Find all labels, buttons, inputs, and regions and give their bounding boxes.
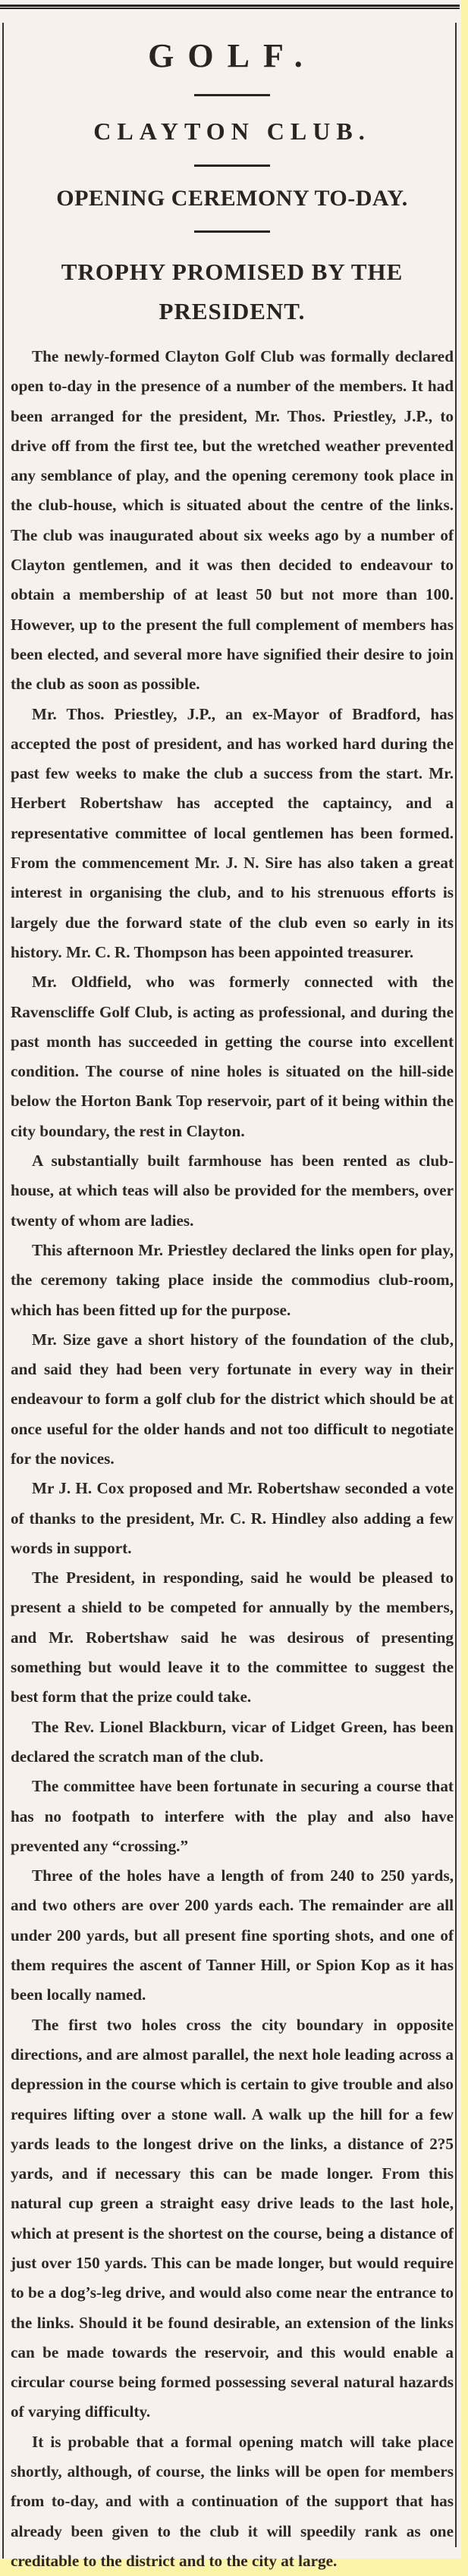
paragraph: The newly-formed Clayton Golf Club was formally declared open to-day in the presence of a number of the members. It had been arranged for the president, Mr. Thos. Priestley, J.P., to drive off from the first tee, but the wretched weather prevented any semblance of play, and the opening ceremony took place in the club-house, which is situated about the centre of the links. The club was inaugurated about six weeks ago by a number of Clayton gentlemen, and it was then decided to endeavour to obtain a membership of at least 50 but not more than 100. However, up to the present the full complement of members has been elected, and several more have signified their desire to join the club as soon as possible.	[11, 347, 454, 694]
paragraph: Mr. Thos. Priestley, J.P., an ex-Mayor of Bradford, has accepted the post of president, and has worked hard during the past few weeks to make the club a success from the start. Mr. Herbert Robertshaw has accepted the captaincy, and a representative committee of local gentlemen has been formed. From the commencement Mr. J. N. Sire has also taken a great interest in organising the club, and to his strenuous efforts is largely due the forward state of the club even so early in its history. Mr. C. R. Thompson has been appointed treasurer.	[11, 704, 454, 961]
paragraph: The President, in responding, said he would be pleased to present a shield to be competed for annually by the members, and Mr. Robertshaw said he was desirous of presenting something but would leave it to the committee to suggest the best form that the prize could take.	[11, 1568, 454, 1706]
paragraph: Three of the holes have a length of from 240 to 250 yards, and two others are over 200 yards each. The remainder are all under 200 yards, but all present fine sporting shots, and one of them requires the ascent of Tanner Hill, or Spion Kop as it has been locally named.	[11, 1866, 454, 2004]
paragraph: This afternoon Mr. Priestley declared the links open for play, the ceremony taking place inside the commodius club-room, which has been fitted up for the purpose.	[11, 1240, 454, 1319]
article	[11, 23, 454, 2576]
paragraph: The Rev. Lionel Blackburn, vicar of Lidget Green, has been declared the scratch man of the club.	[11, 1717, 454, 1766]
column-rule-left	[2, 23, 4, 2559]
article-body	[11, 342, 454, 2576]
club-heading: CLAYTON CLUB.	[93, 118, 371, 145]
column-rule-right	[455, 23, 457, 2547]
divider	[194, 94, 270, 96]
divider	[194, 165, 270, 167]
paragraph: The first two holes cross the city boundary in opposite directions, and are almost parallel, the next hole leading across a depression in the course which is certain to give trouble and also requires lifting over a stone wall. A walk up the hill for a few yards leads to the longest drive on the links, a distance of 2?5 yards, and if necessary this can be made longer. From this natural cup green a straight easy drive leads to the last hole, which at present is the shortest on the course, being a distance of just over 150 yards. This can be made longer, but would require to be a dog’s-leg drive, and would also come near the entrance to the links. Should it be found desirable, an extension of the links can be made towards the reservoir, and this would enable a circular course being formed possessing several natural hazards of varying difficulty.	[11, 2015, 454, 2421]
divider	[194, 230, 270, 233]
paragraph: Mr J. H. Cox proposed and Mr. Robertshaw seconded a vote of thanks to the president, Mr. C. R. Hindley also adding a few words in support.	[11, 1479, 454, 1557]
paragraph: The committee have been fortunate in securing a course that has no footpath to interfere with the play and also have prevented any “crossing.”	[11, 1777, 454, 1855]
paragraph: Mr. Size gave a short history of the foundation of the club, and said they had been very fortunate in every way in their endeavour to form a golf club for the district which should be at once useful for the older hands and not too difficult to negotiate for the novices.	[11, 1330, 454, 1468]
section-heading: GOLF.	[148, 37, 316, 74]
paragraph: A substantially built farmhouse has been rented as club-house, at which teas will also be provided for the members, over twenty of whom are ladies.	[11, 1152, 454, 1230]
paragraph: It is probable that a formal opening match will take place shortly, although, of course, the links will be open for members from to-day, and with a continuation of the support that has already been given to the club it will speedily rank as one creditable to the district and to the city at large.	[11, 2432, 454, 2570]
top-rule	[0, 5, 460, 9]
paragraph: Mr. Oldfield, who was formerly connected with the Ravenscliffe Golf Club, is acting as professional, and during the past month has succeeded in getting the course into excellent condition. The course of nine holes is situated on the hill-side below the Horton Bank Top reservoir, part of it being within the city boundary, the rest in Clayton.	[11, 973, 454, 1140]
headline: TROPHY PROMISED BY THE PRESIDENT.	[61, 259, 404, 324]
subheading: OPENING CEREMONY TO-DAY.	[56, 186, 408, 211]
